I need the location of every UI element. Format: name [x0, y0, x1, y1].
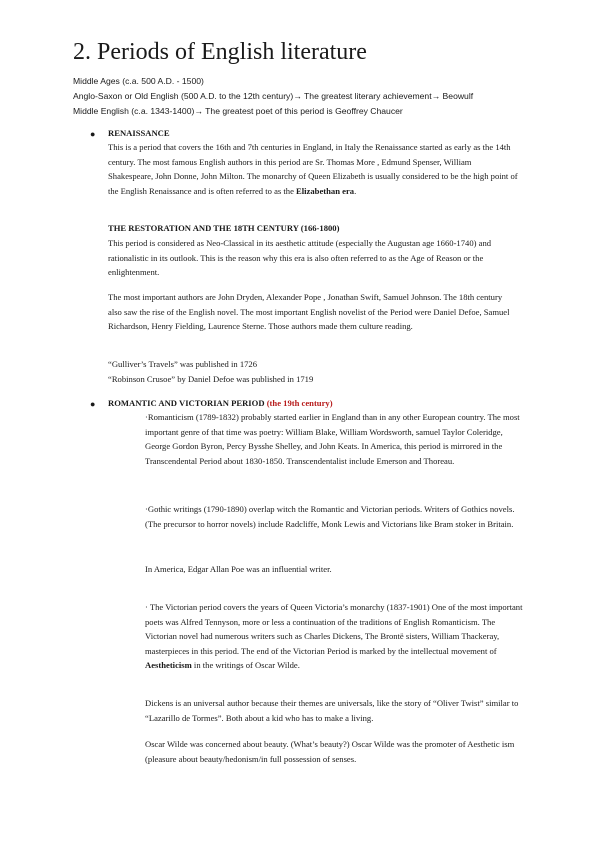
romantic-heading-period: (the 19th century): [266, 398, 333, 408]
romantic-heading-text: ROMANTIC AND VICTORIAN PERIOD: [108, 398, 267, 408]
victorian-paragraph: [145, 600, 525, 673]
wilde-paragraph: Oscar Wilde was concerned about beauty. (What’s beauty?) Oscar Wilde was the promoter of Aesthetic ism (pleasure about beauty/hedonism/in full possession of senses.: [145, 739, 515, 764]
renaissance-paragraph: [108, 140, 518, 198]
renaissance-tail: .: [354, 185, 357, 196]
robinson-crusoe-fact: “Robinson Crusoe” by Daniel Defoe was published in 1719: [108, 374, 314, 384]
romanticism-paragraph: ·Romanticism (1789-1832) probably started earlier in England than in any other European country. The most important genre of that time was poetry: William Blake, William Wordsworth, samuel Taylor Coleridge, George Gordon Byron, Percy Bysshe Shelley, and John Keats. In America, this period is mirrored in the Transcendental Period about 1830-1850. Transcendentalist include Emerson and Thoreau.: [145, 412, 520, 466]
dickens-paragraph: Dickens is an universal author because their themes are universals, like the story of “Oliver Twist” similar to “Lazarillo de Tormes”. Both about a kid who has to make a living.: [145, 698, 519, 723]
intro-line-middle-english: Middle English (c.a. 1343-1400)→ The greatest poet of this period is Geoffrey Chaucer: [73, 106, 403, 116]
intro-line-old-english: Anglo-Saxon or Old English (500 A.D. to the 12th century)→ The greatest literary achievement→ Beowulf: [73, 91, 474, 101]
elizabethan-era-term: Elizabethan era: [296, 185, 355, 196]
intro-line-middle-ages: Middle Ages (c.a. 500 A.D. - 1500): [73, 76, 204, 86]
victorian-tail: in the writings of Oscar Wilde.: [191, 660, 300, 671]
intro-section: [73, 74, 473, 119]
aestheticism-term: Aestheticism: [145, 660, 192, 671]
renaissance-heading: RENAISSANCE: [108, 128, 170, 138]
bullet-icon: ●: [90, 399, 96, 409]
page-title: 2. Periods of English literature: [73, 39, 367, 65]
restoration-paragraph-2: The most important authors are John Dryden, Alexander Pope , Jonathan Swift, Samuel Johnson. The 18th century also saw the rise of the English novel. The most important English novelist of the Period were Daniel Defoe, Samuel Richardson, Henry Fielding, Laurence Sterne. Those authors made them culture reading.: [108, 292, 510, 332]
renaissance-body: This is a period that covers the 16th and 7th centuries in England, in Italy the Renaissance started as early as the 14th century. The most famous English authors in this period are Sr. Thomas More , Edmund Spenser, William Shakespeare, John Donne, John Milton. The monarchy of Queen Elizabeth is usually considered to be the high point of the English Renaissance and is often referred to as the: [108, 142, 518, 196]
bullet-icon: ●: [90, 129, 96, 139]
romantic-victorian-heading: [108, 396, 518, 411]
gullivers-travels-fact: “Gulliver’s Travels” was published in 1726: [108, 359, 258, 369]
poe-line: In America, Edgar Allan Poe was an influential writer.: [145, 564, 332, 574]
restoration-heading: THE RESTORATION AND THE 18TH CENTURY (166-1800): [108, 223, 340, 233]
victorian-body: · The Victorian period covers the years of Queen Victoria’s monarchy (1837-1901) One of the most important poets was Alfred Tennyson, more or less a continuation of the traditions of English Romanticism. The Victorian novel had numerous writers such as Charles Dickens, The Brontë sisters, William Thackeray, masterpieces in this period. The end of the Victorian Period is marked by the intellectual movement of: [145, 602, 523, 656]
restoration-paragraph-1: This period is considered as Neo-Classical in its aesthetic attitude (especially the Augustan age 1660-1740) and rationalistic in its outlook. This is the reason why this era is also often referred to as the Age of Reason or the enlightenment.: [108, 238, 492, 278]
gothic-paragraph: ·Gothic writings (1790-1890) overlap witch the Romantic and Victorian periods. Writers of Gothics novels. (The precursor to horror novels) include Radcliffe, Monk Lewis and Victorians like Bram stoker in Britain.: [145, 504, 515, 529]
